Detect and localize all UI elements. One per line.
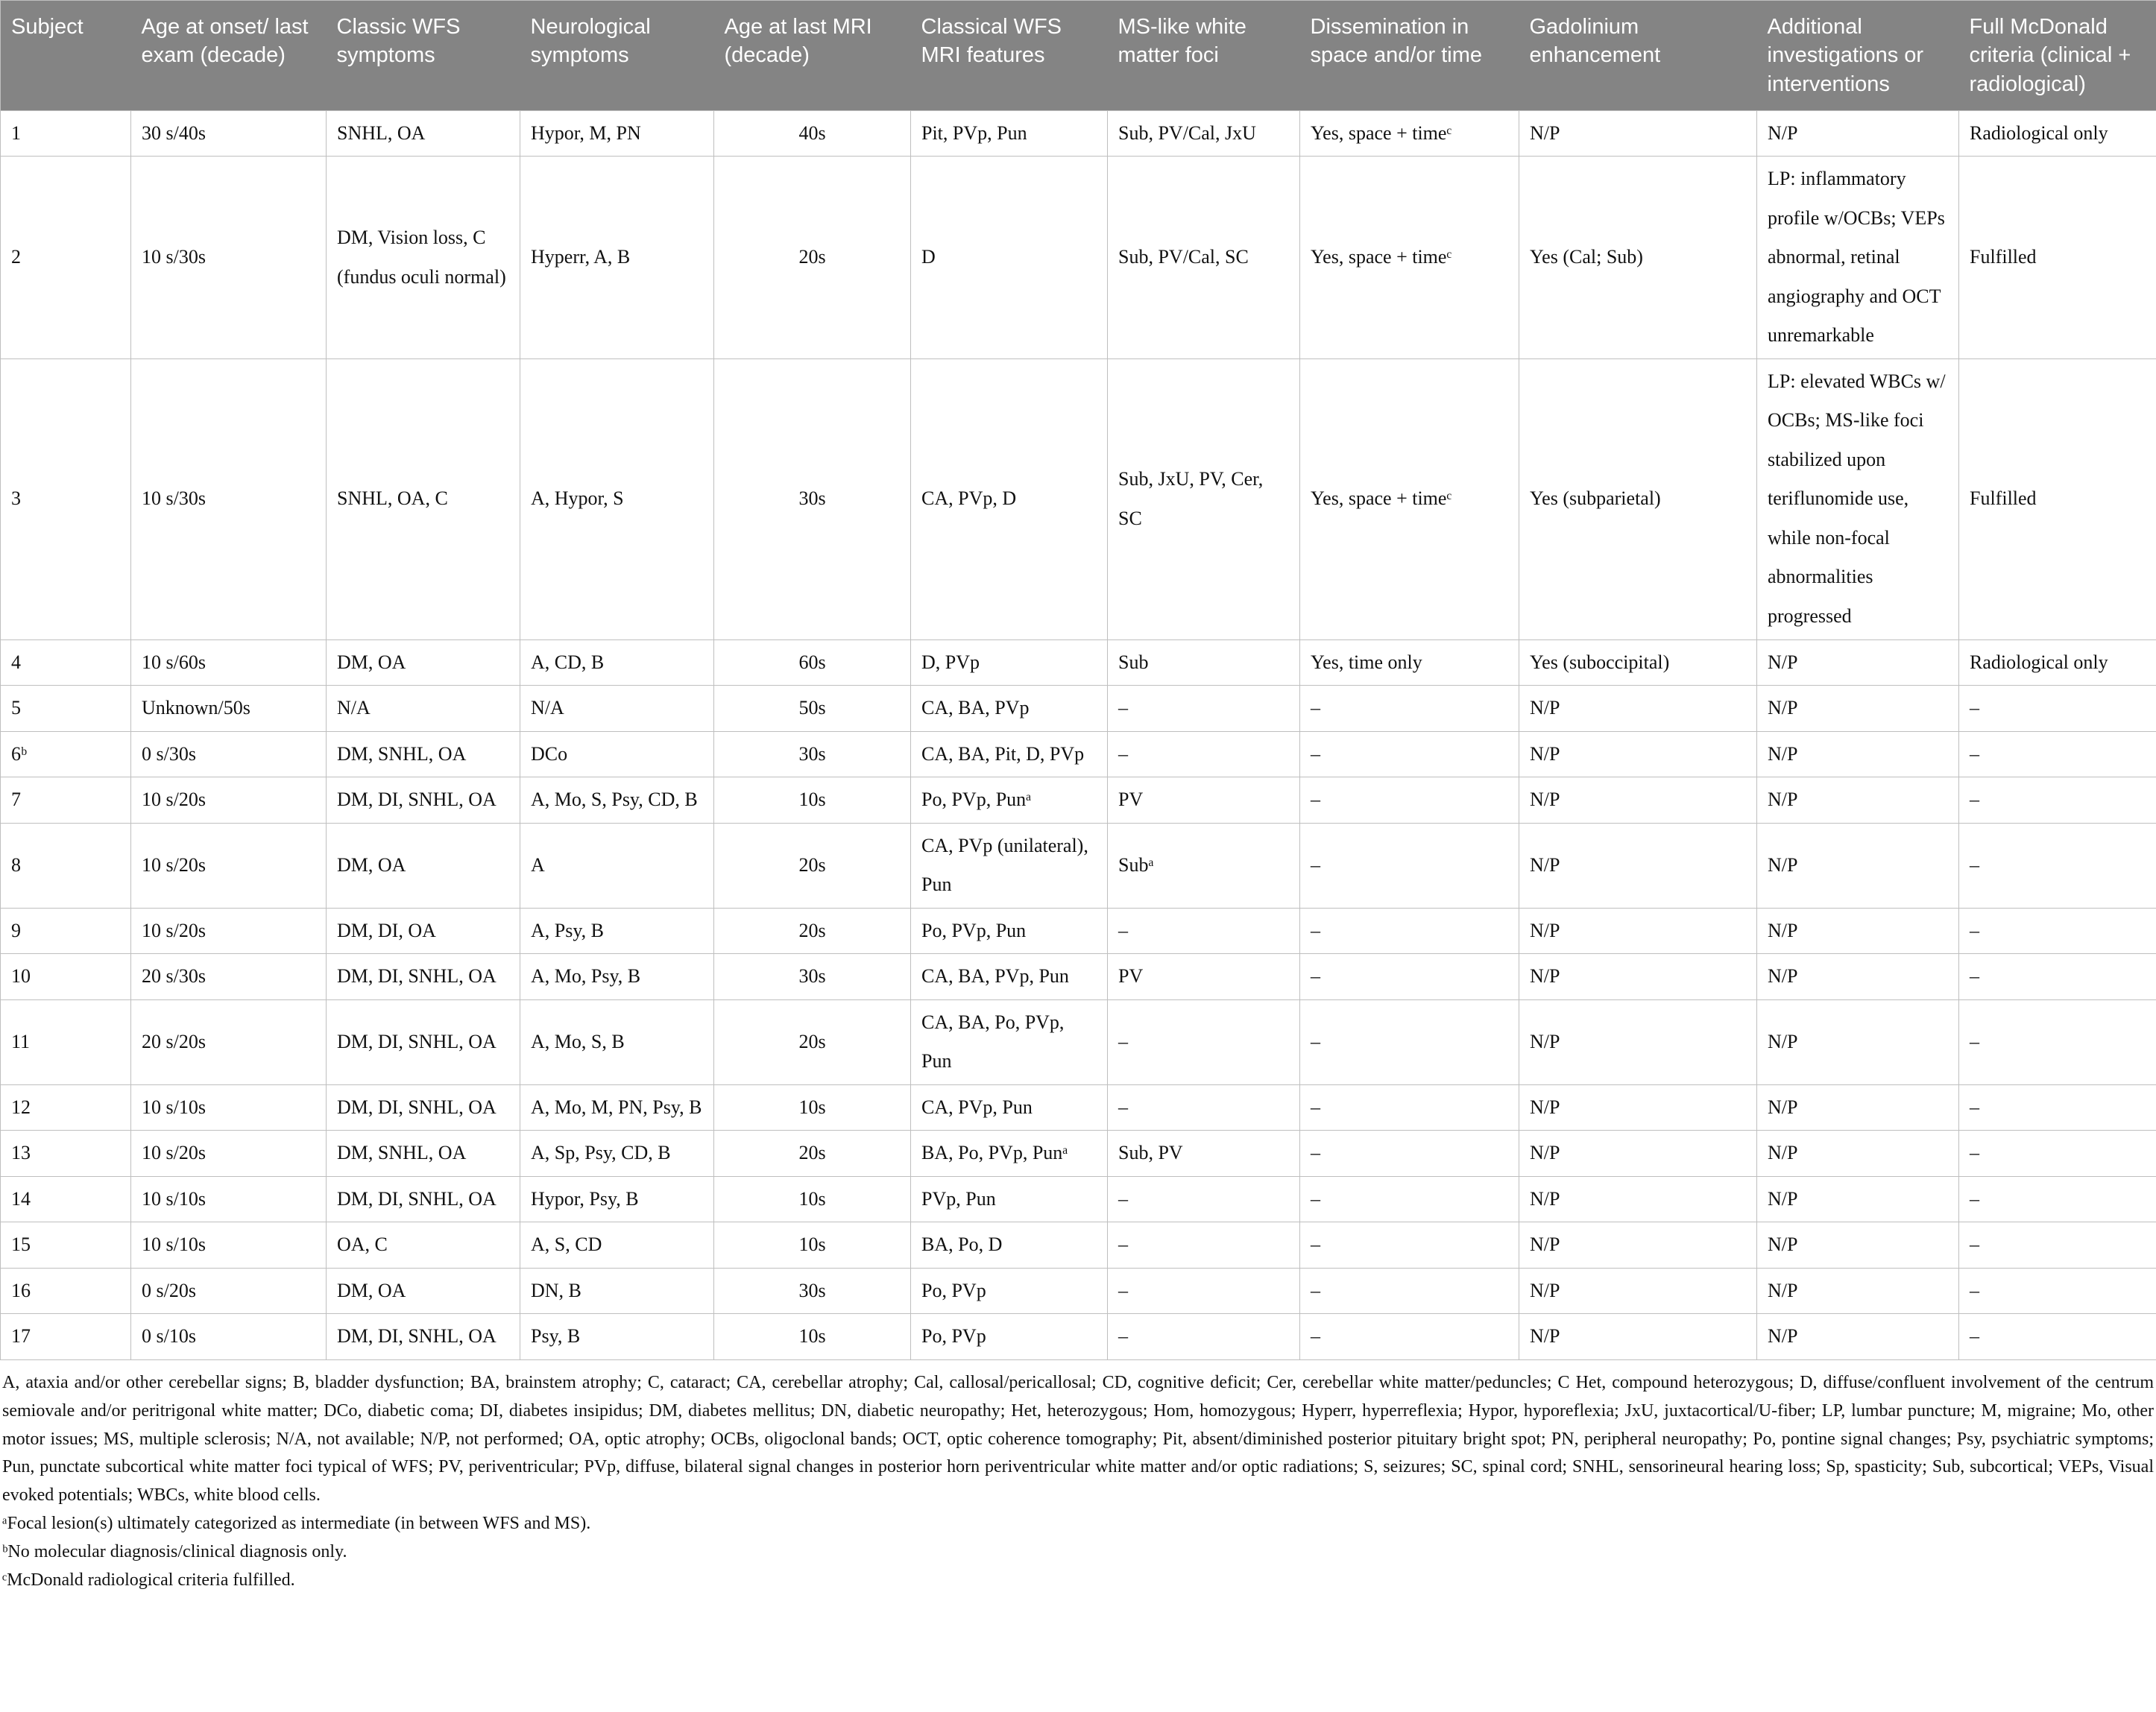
table-cell: LP: inflammatory profile w/OCBs; VEPs abnormal, retinal angiography and OCT unremarkable [1757,157,1959,359]
table-cell: PV [1108,777,1300,824]
table-cell: N/A [327,686,520,732]
table-cell: N/P [1757,1176,1959,1222]
column-header: Age at last MRI (decade) [714,1,911,111]
table-cell: 30s [714,954,911,1000]
table-cell: 5 [1,686,131,732]
table-cell: N/P [1519,777,1757,824]
table-cell: Radiological only [1959,639,2156,686]
table-cell: D [911,157,1108,359]
table-cell: – [1108,1084,1300,1131]
table-cell: DM, DI, SNHL, OA [327,1084,520,1131]
table-cell: 10 s/20s [131,777,327,824]
table-cell: N/P [1519,1268,1757,1314]
table-cell: 30s [714,358,911,639]
table-cell: 10 s/20s [131,908,327,954]
table-cell: – [1959,731,2156,777]
table-row [1,686,2156,732]
table-cell: 20s [714,908,911,954]
table-cell: A, Mo, Psy, B [520,954,714,1000]
table-cell: CA, PVp, D [911,358,1108,639]
table-cell: – [1959,777,2156,824]
table-cell: N/P [1519,954,1757,1000]
table-cell: – [1959,908,2156,954]
table-cell: A, Mo, S, B [520,999,714,1084]
table-cell: 20s [714,823,911,908]
table-cell: – [1300,1131,1519,1177]
table-cell: 10s [714,1176,911,1222]
table-header-row [1,1,2156,111]
table-cell: 16 [1,1268,131,1314]
table-row [1,1084,2156,1131]
table-cell: 15 [1,1222,131,1269]
table-cell: 14 [1,1176,131,1222]
table-cell: 10 s/10s [131,1084,327,1131]
footnote-note: ᵃFocal lesion(s) ultimately categorized as intermediate (in between WFS and MS). [2,1514,591,1534]
table-row [1,1268,2156,1314]
table-cell: – [1108,999,1300,1084]
table-cell: Yes, space + timeᶜ [1300,157,1519,359]
table-cell: PV [1108,954,1300,1000]
table-row [1,777,2156,824]
table-cell: Po, PVp, Punᵃ [911,777,1108,824]
table-cell: 20s [714,157,911,359]
table-cell: Yes (suboccipital) [1519,639,1757,686]
table-cell: A, Sp, Psy, CD, B [520,1131,714,1177]
table-cell: – [1959,1222,2156,1269]
table-cell: N/P [1757,908,1959,954]
table-row [1,157,2156,359]
table-cell: – [1108,1222,1300,1269]
table-cell: – [1300,1222,1519,1269]
table-row [1,1176,2156,1222]
table-cell: N/P [1519,1314,1757,1360]
table-cell: N/P [1757,777,1959,824]
table-cell: N/P [1757,1084,1959,1131]
table-cell: A [520,823,714,908]
table-cell: N/P [1519,1084,1757,1131]
table-cell: – [1959,1176,2156,1222]
table-cell: Subᵃ [1108,823,1300,908]
table-cell: N/A [520,686,714,732]
table-row [1,908,2156,954]
table-cell: – [1300,1176,1519,1222]
table-row [1,731,2156,777]
table-cell: Unknown/50s [131,686,327,732]
table-cell: 10 s/10s [131,1176,327,1222]
table-cell: A, Hypor, S [520,358,714,639]
table-cell: A, Mo, S, Psy, CD, B [520,777,714,824]
table-cell: Hypor, Psy, B [520,1176,714,1222]
table-cell: – [1959,1268,2156,1314]
table-cell: – [1300,731,1519,777]
table-cell: 10 s/10s [131,1222,327,1269]
table-cell: DM, DI, SNHL, OA [327,954,520,1000]
table-cell: SNHL, OA, C [327,358,520,639]
table-cell: Yes, space + timeᶜ [1300,110,1519,157]
column-header: Classical WFS MRI features [911,1,1108,111]
table-cell: OA, C [327,1222,520,1269]
table-cell: A, Mo, M, PN, Psy, B [520,1084,714,1131]
table-cell: DM, SNHL, OA [327,731,520,777]
table-cell: DM, OA [327,823,520,908]
footnote-abbreviations: A, ataxia and/or other cerebellar signs; B, bladder dysfunction; BA, brainstem atrophy; C, cataract; CA, cerebellar atrophy; Cal, callosal/pericallosal; CD, cognitive deficit; Cer, cerebellar white matter/peduncles; C Het, compound heterozygous; D, diffuse/confluent involvement of the centrum semiovale and/or peritrigonal white matter; DCo, diabetic coma; DI, diabetes insipidus; DM, diabetes mellitus; DN, diabetic neuropathy; Het, heterozygous; Hom, homozygous; Hyperr, hyperreflexia; Hypor, hyporeflexia; JxU, juxtacortical/U-fiber; LP, lumbar puncture; M, migraine; Mo, other motor issues; MS, multiple sclerosis; N/A, not available; N/P, not performed; OA, optic atrophy; OCBs, oligoclonal bands; OCT, optic coherence tomography; Pit, absent/diminished posterior pituitary bright spot; PN, peripheral neuropathy; Po, pontine signal changes; Psy, psychiatric symptoms; Pun, punctate subcortical white matter foci typical of WFS; PV, periventricular; PVp, diffuse, bilateral signal changes in posterior horn periventricular white matter and/or optic radiations; S, seizures; SC, spinal cord; SNHL, sensorineural hearing loss; Sp, spasticity; Sub, subcortical; VEPs, Visual evoked potentials; WBCs, white blood cells. [2,1372,2154,1506]
table-cell: DN, B [520,1268,714,1314]
table-cell: Fulfilled [1959,157,2156,359]
table-cell: Sub, PV/Cal, SC [1108,157,1300,359]
table-cell: – [1300,686,1519,732]
table-cell: 10 s/60s [131,639,327,686]
table-cell: – [1300,823,1519,908]
column-header: MS-like white matter foci [1108,1,1300,111]
table-row [1,1222,2156,1269]
table-cell: PVp, Pun [911,1176,1108,1222]
table-cell: Psy, B [520,1314,714,1360]
table-cell: – [1108,1268,1300,1314]
table-cell: SNHL, OA [327,110,520,157]
table-cell: DM, DI, SNHL, OA [327,777,520,824]
table-cell: CA, BA, Po, PVp, Pun [911,999,1108,1084]
table-cell: Po, PVp [911,1268,1108,1314]
table-cell: Sub [1108,639,1300,686]
table-cell: 9 [1,908,131,954]
table-cell: – [1300,1084,1519,1131]
table-header [1,1,2156,111]
table-cell: N/P [1519,686,1757,732]
table-cell: Hyperr, A, B [520,157,714,359]
table-cell: N/P [1519,1176,1757,1222]
table-cell: BA, Po, PVp, Punᵃ [911,1131,1108,1177]
table-cell: 4 [1,639,131,686]
table-cell: Yes (Cal; Sub) [1519,157,1757,359]
table-cell: N/P [1757,731,1959,777]
footnotes [0,1360,2156,1595]
table-cell: 10 s/30s [131,358,327,639]
footnote-note: ᶜMcDonald radiological criteria fulfilled. [2,1570,295,1591]
table-cell: 20s [714,1131,911,1177]
table-cell: N/P [1757,1222,1959,1269]
table-cell: 1 [1,110,131,157]
table-cell: – [1959,1084,2156,1131]
table-cell: 13 [1,1131,131,1177]
column-header: Additional investigations or interventions [1757,1,1959,111]
table-cell: 10 s/20s [131,1131,327,1177]
column-header: Classic WFS symptoms [327,1,520,111]
table-cell: N/P [1757,823,1959,908]
table-cell: DCo [520,731,714,777]
table-cell: 11 [1,999,131,1084]
table-cell: 20 s/20s [131,999,327,1084]
table-cell: CA, BA, PVp, Pun [911,954,1108,1000]
table-row [1,823,2156,908]
table-cell: BA, Po, D [911,1222,1108,1269]
table-row [1,1131,2156,1177]
table-cell: N/P [1519,908,1757,954]
table-cell: 2 [1,157,131,359]
table-cell: 30s [714,1268,911,1314]
table-cell: Sub, PV [1108,1131,1300,1177]
table-cell: N/P [1757,954,1959,1000]
table-cell: CA, PVp (unilateral), Pun [911,823,1108,908]
table-cell: – [1300,777,1519,824]
table-cell: Yes (subparietal) [1519,358,1757,639]
table-cell: Yes, time only [1300,639,1519,686]
table-cell: 6ᵇ [1,731,131,777]
table-body [1,110,2156,1359]
table-cell: – [1959,686,2156,732]
table-cell: – [1959,954,2156,1000]
table-cell: 10 s/20s [131,823,327,908]
table-cell: 60s [714,639,911,686]
table-cell: 10s [714,777,911,824]
table-cell: DM, DI, OA [327,908,520,954]
column-header: Dissemination in space and/or time [1300,1,1519,111]
table-cell: CA, BA, Pit, D, PVp [911,731,1108,777]
table-cell: – [1108,731,1300,777]
table-row [1,1314,2156,1360]
table-cell: DM, Vision loss, C (fundus oculi normal) [327,157,520,359]
table-cell: DM, OA [327,639,520,686]
table-cell: 10s [714,1314,911,1360]
table-cell: – [1300,954,1519,1000]
table-cell: DM, DI, SNHL, OA [327,1176,520,1222]
table-cell: 8 [1,823,131,908]
table-cell: – [1300,908,1519,954]
table-cell: D, PVp [911,639,1108,686]
table-cell: N/P [1757,1131,1959,1177]
table-cell: – [1300,1268,1519,1314]
table-cell: 12 [1,1084,131,1131]
table-cell: Po, PVp [911,1314,1108,1360]
table-cell: 17 [1,1314,131,1360]
table-cell: CA, PVp, Pun [911,1084,1108,1131]
footnote-note: ᵇNo molecular diagnosis/clinical diagnosis only. [2,1542,347,1562]
table-row [1,954,2156,1000]
table-cell: N/P [1519,731,1757,777]
table-cell: N/P [1757,110,1959,157]
table-cell: 40s [714,110,911,157]
table-cell: DM, DI, SNHL, OA [327,999,520,1084]
table-cell: 10s [714,1222,911,1269]
table-cell: DM, SNHL, OA [327,1131,520,1177]
table-cell: 20 s/30s [131,954,327,1000]
column-header: Gadolinium enhancement [1519,1,1757,111]
column-header: Full McDonald criteria (clinical + radiological) [1959,1,2156,111]
table-cell: N/P [1519,823,1757,908]
column-header: Subject [1,1,131,111]
table-cell: N/P [1519,999,1757,1084]
table-cell: 20s [714,999,911,1084]
table-cell: N/P [1757,1314,1959,1360]
table-cell: – [1300,1314,1519,1360]
table-cell: N/P [1519,110,1757,157]
table-cell: 3 [1,358,131,639]
table-cell: A, S, CD [520,1222,714,1269]
table-row [1,639,2156,686]
table-cell: LP: elevated WBCs w/ OCBs; MS-like foci stabilized upon teriflunomide use, while non-focal abnormalities progressed [1757,358,1959,639]
column-header: Neurological symptoms [520,1,714,111]
table-cell: – [1959,1131,2156,1177]
table-cell: CA, BA, PVp [911,686,1108,732]
table-cell: 10 [1,954,131,1000]
table-cell: – [1959,999,2156,1084]
table-cell: – [1108,1176,1300,1222]
table-cell: N/P [1757,999,1959,1084]
table-cell: N/P [1519,1222,1757,1269]
table-cell: DM, DI, SNHL, OA [327,1314,520,1360]
table-cell: – [1959,823,2156,908]
table-cell: 50s [714,686,911,732]
table-cell: N/P [1757,639,1959,686]
table-cell: – [1959,1314,2156,1360]
table-cell: Sub, PV/Cal, JxU [1108,110,1300,157]
table-row [1,110,2156,157]
table-cell: 7 [1,777,131,824]
table-cell: 10 s/30s [131,157,327,359]
table-cell: 0 s/10s [131,1314,327,1360]
table-row [1,358,2156,639]
table-cell: Pit, PVp, Pun [911,110,1108,157]
table-cell: 0 s/20s [131,1268,327,1314]
table-cell: Radiological only [1959,110,2156,157]
table-cell: N/P [1519,1131,1757,1177]
table-cell: – [1300,999,1519,1084]
table-row [1,999,2156,1084]
table-cell: 30 s/40s [131,110,327,157]
table-cell: – [1108,686,1300,732]
table-cell: A, CD, B [520,639,714,686]
table-cell: Sub, JxU, PV, Cer, SC [1108,358,1300,639]
table-cell: 0 s/30s [131,731,327,777]
table-cell: DM, OA [327,1268,520,1314]
table-cell: N/P [1757,686,1959,732]
table-cell: Yes, space + timeᶜ [1300,358,1519,639]
column-header: Age at onset/ last exam (decade) [131,1,327,111]
table-cell: N/P [1757,1268,1959,1314]
table-cell: A, Psy, B [520,908,714,954]
table-cell: 10s [714,1084,911,1131]
table-cell: 30s [714,731,911,777]
table-cell: – [1108,1314,1300,1360]
table-cell: – [1108,908,1300,954]
table-cell: Po, PVp, Pun [911,908,1108,954]
table-cell: Hypor, M, PN [520,110,714,157]
table-cell: Fulfilled [1959,358,2156,639]
